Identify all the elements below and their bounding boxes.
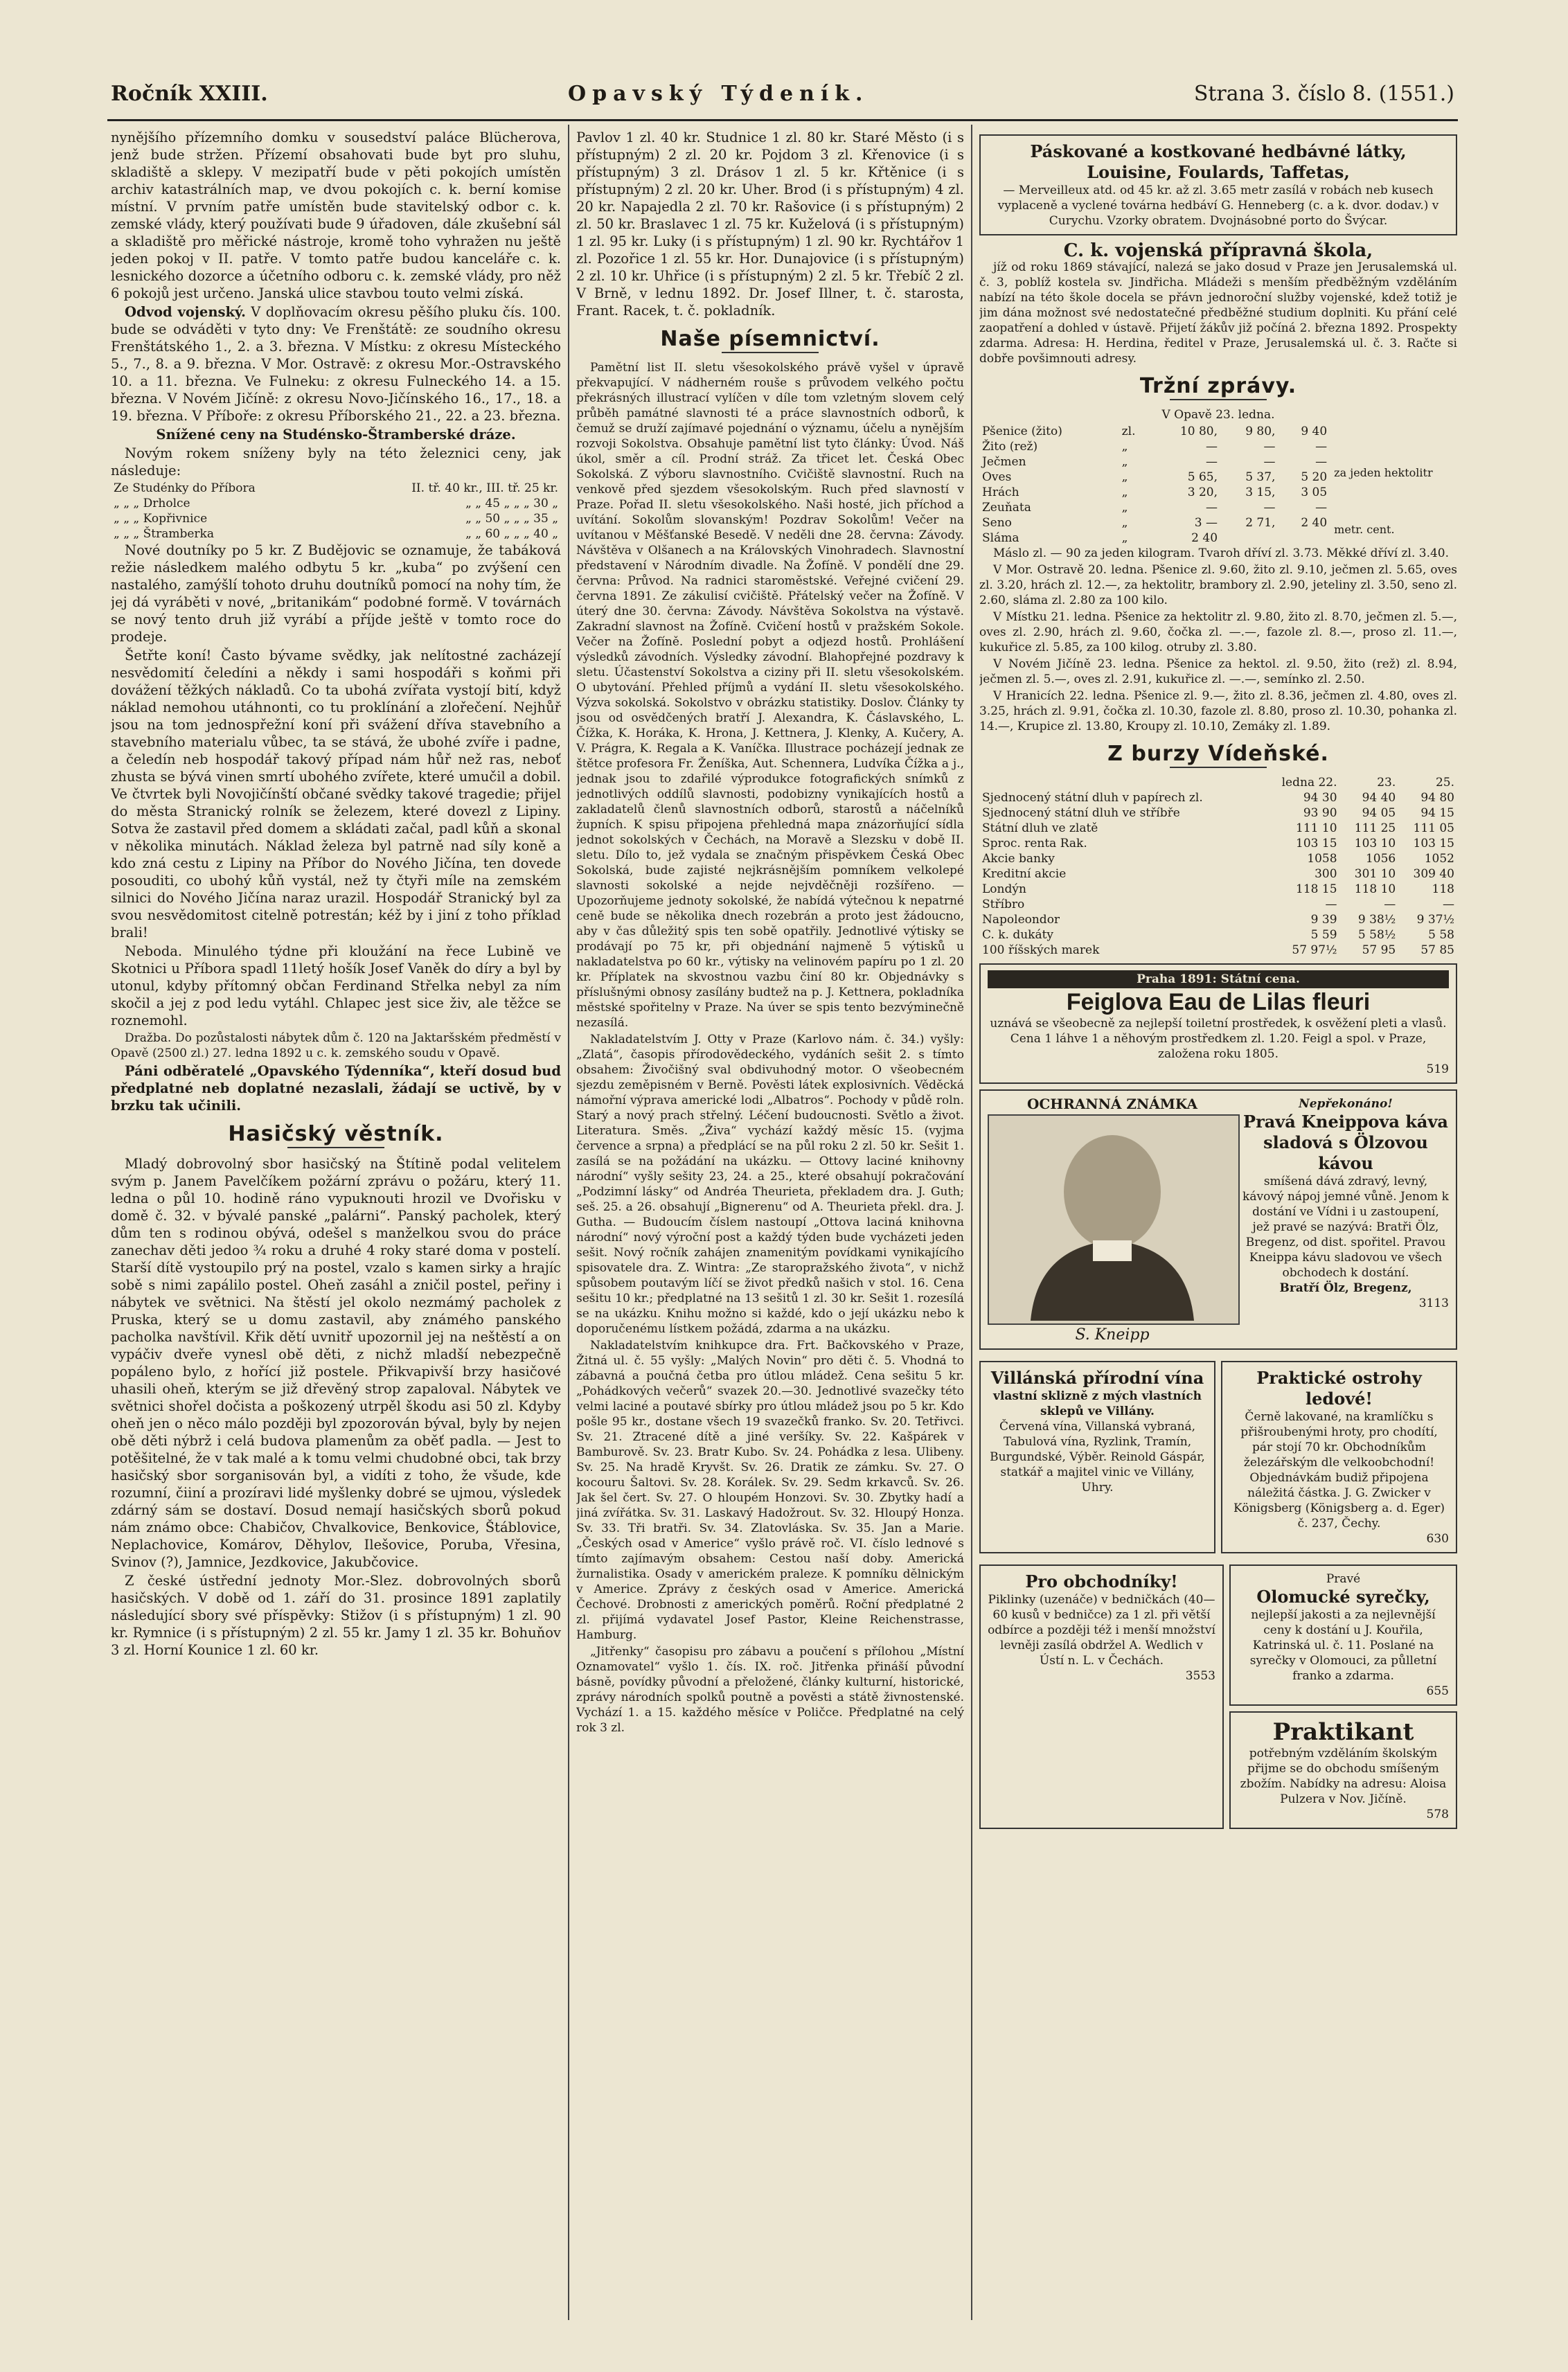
quote: 94 40 [1362, 791, 1396, 805]
price: 5 20 [1301, 470, 1328, 484]
unit: „ [1121, 485, 1128, 499]
price: — [1263, 440, 1276, 454]
table-row [979, 927, 1457, 943]
price: — [1315, 455, 1328, 469]
ad-number: 630 [1426, 1532, 1449, 1546]
market-text: V Novém Jičíně 23. ledna. Pšenice za hektol. zl. 9.50, žito (rež) zl. 8.94, ječmen zl. 5.—, oves zl. 2.91, kukuřice zl. —.—, semínko zl. 2.50. [979, 657, 1457, 686]
quote: 118 10 [1354, 882, 1396, 896]
kneipp-image-box [988, 1096, 1237, 1343]
ad-badge: OCHRANNÁ ZNÁMKA [1026, 1096, 1198, 1112]
quote: 57 95 [1362, 943, 1396, 957]
commodity: Seno [982, 516, 1012, 530]
commodity: Sláma [982, 531, 1019, 545]
quote: 118 15 [1296, 882, 1337, 896]
price: 2 40 [1301, 516, 1328, 530]
ad-banner: Praha 1891: Státní cena. [988, 970, 1449, 988]
ad-number: 655 [1426, 1684, 1449, 1698]
quote: 9 39 [1310, 913, 1337, 927]
article-text: Z české ústřední jednoty Mor.-Slez. dobrovolných sborů hasičských. V době od 1. září do 31. prosince 1891 zaplatily následující sbory své příspěvky: Stižov (i s přístupným) 1 zl. 90 kr. Rymnice (i s přístupným) 2 zl. 55 kr. Jamy 1 zl. 35 kr. Bohuňov 3 zl. Horní Kounice 1 zl. 60 kr. [111, 1573, 561, 1658]
commodity: Oves [982, 470, 1012, 484]
commodity: Pšenice (žito) [982, 425, 1062, 438]
ad-title: Pro obchodníky! [1025, 1571, 1178, 1591]
price [1220, 530, 1278, 546]
signature: S. Kneipp [1075, 1326, 1150, 1344]
article-text: Nakladatelstvím knihkupce dra. Frt. Bačkovského v Praze, Žitná ul. č. 55 vyšly: „Malých Novin“ pro děti č. 5. Vhodná to zábavná a poučná četba pro útlou mládež. Cena sešitu 5 kr. „Pohádkových večerů“ svazek 20.—30. Jednotlivé svazečky této velmi laciné a poutavé sbírky pro útlou mládež jsou po 5 kr. Kdo pošle 95 kr., dostane všech 19 svazečků franko. Sv. 20. Tetřivci. Sv. 21. Ztracené dítě a jiné veršíky. Sv. 22. Kašpárek v Bamburově. Sv. 23. Bratr Kubo. Sv. 24. Pohádka z lesa. Ulibeny. Sv. 25. Na hradě Kryvšt. Sv. 26. Dratik ze zámku. Sv. 27. O kocouru Šaltovi. Sv. 28. Korálek. Sv. 29. Sedm krkavců. Sv. 26. Jak šel čert. Sv. 27. O hloupém Honzovi. Sv. 30. Zbytky hadí a jiná zvířátka. Sv. 31. Laskavý Hadožrout. Sv. 32. Hloupý Honza. Sv. 33. Tři bratři. Sv. 34. Zlatovláska. Sv. 35. Jan a Marie. „Českých osad v Americe“ vyšlo právě roč. VI. číslo lednové s tímto zajímavým obsahem: Cestou naší doby. Americká žurnalistika. Osady v americkém praleze. K pomníku dělnickým v Americe. Zprávy z českých osad v Americe. Americká Čechové. Drobnosti z amerických poměrů. Roční předplatné 2 zl. přijímá vydavatel Josef Pastor, Kleine Reichenstrasse, Hamburg. [576, 1339, 964, 1642]
unit: „ [1121, 516, 1128, 530]
article-text: Šetřte koní! Často bývame svědky, jak nelítostné zacházejí nesvědomití čeledíni a někdy i sami hospodáři s koňmi při dovážení těžkých nákladů. Co ta ubohá zvířata vystojí bití, když náklad nemohou utáhnonti, co tu proklínání a zlořečení. Nejhůř jsou na tom jednospřežní koní při svážení dříva stavebního a stavebního materialu vůbec, ta se stává, že ubohé zvíře i padne, a čeledín neb hospodář takový případ nám hůř než ras, neboť zhusta se bývá vinen smrtí ubohého zvířete, které umučil a dobil. Ve čtvrtek byli Novojičínští občané svědky takové tragedie; přijel do města Stranický rolník se železem, které dovezl z Lipiny. Sotva že zastavil před domem a skládati začal, padl kůň a skonal v několika minutách. Náklad železa byl patrně nad síly koně a kdo zná cestu z Lipiny na Příbor do Nového Jičína, ten dovede posouditi, co ubohý kůň vystál, než ty čtyři míle na zemském silnici do Nového Jičína naraz urazil. Hospodář Stranický byl za svou nesvědomitost citelně potrestán; kéž by i jiní z toho příklad brali! [111, 648, 561, 940]
ad-text: smíšená dává zdravý, levný, kávový nápoj jemné vůně. Jenom k dostání ve Vídni i u zastoupení, jež pravé se nazývá: Bratři Ölz, Bregenz, od dist. spořitel. Pravou Kneippa kávu sladovou ve všech obchodech k dostání. [1242, 1175, 1449, 1280]
table-header-row [979, 775, 1457, 790]
price: — [1315, 501, 1328, 515]
table-row [111, 481, 561, 496]
ad-text: nejlepší jakosti a za nejlevnější ceny k dostání u J. Kouřila, Katrinská ul. č. 11. Poslané na syrečky v Olomouci, za půlletní franko a zdarma. [1249, 1608, 1437, 1683]
security: C. k. dukáty [982, 928, 1054, 942]
table-row [979, 912, 1457, 927]
ad-number: 3113 [1418, 1296, 1449, 1310]
ad-stack [1229, 1559, 1457, 1835]
header-rule [107, 119, 1458, 121]
article-text: V doplňovacím okresu pěšího pluku čís. 100. bude se odváděti v tyto dny: Ve Frenštátě: ze soudního okresu Frenštátského 1., 2. a 3. března. V Místku: z okresu Místeckého 5., 7., 8. a 9. března. V Mor. Ostravě: z okresu Mor.-Ostravského 10. a 11. března. Ve Fulneku: z okresu Fulneckého 14. a 15. března. V Novém Jičíně: z okresu Novo-Jičínského 16., 17., 18. a 19. března. V Příboře: z okresu Příborského 21., 22. a 23. března. [111, 304, 561, 424]
quote: 57 85 [1420, 943, 1454, 957]
article-text: Novým rokem sníženy byly na této železnici ceny, jak následuje: [111, 445, 561, 479]
table-row [979, 454, 1330, 470]
ad-text: potřebným vzděláním školským přijme se do obchodu smíšeným zbožím. Nabídky na adresu: Aloisa Pulzera v Nov. Jičíně. [1240, 1747, 1447, 1806]
table-row [111, 511, 561, 526]
article-text: nynějšího přízemního domku v sousedství paláce Blücherova, jenž bude stržen. Přízemí obsahovati bude byt pro sluhu, skladiště a sklepy. V mezipatří bude v pěti pokojích umístěn archiv katastrálních map, ve dvou pokojích c. k. berní komise místní. V prvním patře umístěn bude stavitelský odbor c. k. zemské vlády, který používati bude 9 úřadoven, dále zkušební sál a skladiště pro měřické nástroje, kromě toho vyhražen nu ještě jeden pokoj v II. patře. V tomto patře budou kanceláře c. k. lesnického dozorce a účetního odboru c. k. zemské vlády, pro něž 6 pokojů jest určeno. Janská ulice stavbou touto velmi získá. [111, 130, 561, 301]
quote: 103 15 [1413, 837, 1454, 850]
market-units [1330, 424, 1457, 546]
article-heading: Odvod vojenský. [125, 304, 246, 320]
column-2 [576, 129, 964, 2324]
quote: 9 38½ [1357, 913, 1396, 927]
price: 3 20, [1187, 485, 1218, 499]
price [1278, 530, 1330, 546]
ad-shop [979, 1564, 1224, 1829]
quote: 5 58½ [1357, 928, 1396, 942]
price: — [1206, 455, 1218, 469]
market-date: V Opavě 23. ledna. [1161, 408, 1275, 422]
table-row [979, 500, 1330, 515]
ad-title: Páskované a kostkované hedbávné látky, Louisine, Foulards, Taffetas, [1030, 141, 1407, 182]
ad-title: Praktikant [1272, 1718, 1414, 1746]
ad-subtitle: vlastní sklizně z mých vlastních sklepů ve Villány. [993, 1389, 1202, 1418]
table-row [979, 882, 1457, 897]
table-row [979, 866, 1457, 882]
article-text: Pavlov 1 zl. 40 kr. Studnice 1 zl. 80 kr. Staré Město (i s přístupným) 2 zl. 20 kr. Pojdom 3 zl. Křenovice (i s přístupným) 3 zl. Drásov 1 zl. 5 kr. Křtěnice (i s přístupným) 2 zl. 20 kr. Uher. Brod (i s přístupným) 4 zl. 20 kr. Napajedla 2 zl. 70 kr. Rašovice (i s přístupným) 2 zl. 50 kr. Braslavec 1 zl. 75 kr. Kuželová (i s přístupným) 1 zl. 95 kr. Luky (i s přístupným) 1 zl. 90 kr. Rychtářov 1 zl. Pozořice 1 zl. 55 kr. Hor. Dunajovice (i s přístupným) 2 zl. 10 kr. Uhřice (i s přístupným) 2 zl. 5 kr. Třebíč 2 zl. V Brně, v lednu 1892. Dr. Josef Illner, t. č. starosta, Frant. Racek, t. č. pokladník. [576, 130, 964, 319]
ad-text: Černě lakované, na kramlíčku s přišroubenými hroty, pro chodítí, pár stojí 70 kr. Obchodníkům železářským dle velkoobchodní! Objednávkám budiž připojena náležitá částka. J. G. Zwicker v Königsberg (Königsberg a. d. Eger) č. 237, Čechy. [1233, 1410, 1445, 1531]
fare-price: „ „ 45 „ „ „ 30 „ [465, 497, 558, 510]
quote: 94 15 [1420, 806, 1454, 820]
table-row [979, 424, 1330, 439]
price: 2 40 [1191, 531, 1218, 545]
price: 5 37, [1245, 470, 1276, 484]
commodity: Ječmen [982, 455, 1026, 469]
fare-route: „ „ „ Drholce [114, 497, 190, 510]
quote: 118 [1432, 882, 1454, 896]
price: 5 65, [1187, 470, 1218, 484]
ad-text: Červená vína, Villanská vybraná, Tabulová vína, Ryzlink, Tramín, Burgundské, Výběr. Reinold Gáspár, statkář a majitel vinic ve Villány, Uhry. [990, 1420, 1205, 1495]
article-text: jíž od roku 1869 stávající, nalezá se jako dosud v Praze jen Jerusalemská ul. č. 3, poblíž kostela sv. Jindřicha. Mládeži s menším předběžným vzděláním nabízí na této škole docela se přávn jednoroční služby vojenské, kdež totiž je jim dána možnost své nedostatečné předběžné studium doplniti. Ku přání celé zaopatření a dohled v ústavě. Přijetí žákův již počíná 2. března 1892. Prospekty zdarma. Adresa: H. Herdina, ředitel v Praze, Jerusalemská ul. č. 3. Račte si dobře povšimnouti adresy. [979, 260, 1457, 366]
article-text: Nové doutníky po 5 kr. Z Budějovic se oznamuje, že tabáková režie následkem malého odbytu 5 kr. „kuba“ po zvýšení cen nastalého, zamýšlí tohoto druhu doutníků pomocí na nohy tím, že jej dá vyráběti v nové, „britanikám“ podobné formě. V továrnách se nový tento druh již vyrábí a příjde ještě v tomto roce do prodeje. [111, 542, 561, 645]
fare-route: „ „ „ Kopřivnice [114, 512, 208, 526]
market-table-wrap [979, 424, 1457, 546]
ad-tag: Nepřekonáno! [1299, 1097, 1393, 1111]
security: Stříbro [982, 898, 1025, 911]
security: Státní dluh ve zlatě [982, 821, 1098, 835]
price: 9 40 [1301, 425, 1328, 438]
page-header [111, 82, 1454, 123]
market-text: V Hranicích 22. ledna. Pšenice zl. 9.—, žito zl. 8.36, ječmen zl. 4.80, oves zl. 3.25, hrách zl. 9.91, čočka zl. 10.30, fazole zl. 8.80, proso zl. 10.30, pohanka zl. 14.—, Krupice zl. 13.80, Kroupy zl. 10.10, Zemáky zl. 1.89. [979, 689, 1457, 733]
article-text: Nakladatelstvím J. Otty v Praze (Karlovo nám. č. 34.) vyšly: „Zlatá“, časopis přírodovědeckého, vydáních sešit 2. s tímto obsahem: Živočišný sval obdivuhodný motor. O všeobecném sjezdu zeměpisném v Berně. Pověsti látek explosivních. Věděcká námořní výprava americké lodi „Albatros“. Pochody v půdě roln. Starý a nový prach střelný. Léčení budoucnosti. Světlo a život. Literatura. Směs. „Živa“ vychází každý měsíc 15. (vyjma července a srpna) a předplácí se na půl roku 2 zl. 50 kr. Sešit 1. zasílá se na požádání na ukázku. — Ottovy laciné knihovny národní“ vyšly sešity 23, 24. a 25., které obsahují pokračování „Podzimní lásky“ od Andréa Theurieta, překladem dra. J. Guth; seš. 25. a 26. obsahují „Bignerenu“ od A. Theurieta překl. dra. J. Gutha. — Budoucím číslem nastoupí „Ottova laciná knihovna národní“ nový výroční post a každý týden bude vycházeti jeden sešit. Nový ročník zahájen znamenitým povídkami vynikajícího spisovatele dra. Z. Wintra: „Ze staropražského života“, v nichž spůsobem poutavým líčí se život předků našich v stol. 16. Cena sešitu 10 kr.; předplatné na 13 sešitů 1 zl. 30 kr. Sešit 1. rozesílá se na ukázku. Knihu možno si každé, kdo o její ukázku nebo k doporučenému lístkem požádá, zdarma a na ukázku. [576, 1033, 964, 1336]
security: Sjednocený státní dluh v papírech zl. [982, 791, 1203, 805]
ad-title: Villánská přírodní vína [990, 1368, 1204, 1388]
table-row [979, 897, 1457, 912]
unit: „ [1121, 470, 1128, 484]
commodity: Žito (rež) [982, 440, 1038, 454]
quote: 1056 [1365, 852, 1396, 866]
ad-text: uznává se všeobecně za nejlepší toiletní prostředek, k osvěžení pleti a vlasů. Cena 1 láhve 1 a něhovým prostředkem zl. 1.20. Feigl a spol. v Praze, založena roku 1805. [990, 1017, 1447, 1061]
unit: zl. [1121, 425, 1136, 438]
ad-title: Feiglova Eau de Lilas fleuri [1066, 989, 1371, 1015]
unit-note: metr. cent. [1334, 523, 1395, 536]
portrait-icon [989, 1116, 1236, 1321]
price: — [1206, 440, 1218, 454]
quote: 309 40 [1413, 867, 1454, 881]
table-row [979, 851, 1457, 866]
ad-praktikant [1229, 1711, 1457, 1829]
price: 3 15, [1245, 485, 1276, 499]
ad-number: 578 [1426, 1808, 1449, 1821]
table-row [979, 515, 1330, 530]
ad-text: Piklinky (uzenáče) v bedničkách (40—60 kusů v bedničce) za 1 zl. při větší odbírce a později též i menší množství levněji zasílá obdržel A. Wedlich v Ústí n. L. v Čechách. [988, 1593, 1215, 1668]
ad-number: 519 [1426, 1062, 1449, 1076]
section-title: Hasičský věstník. [111, 1125, 561, 1148]
section-title: Naše písemnictví. [576, 330, 964, 353]
table-row [979, 790, 1457, 805]
fare-price: „ „ 50 „ „ „ 35 „ [465, 512, 558, 526]
commodity: Zeuňata [982, 501, 1031, 515]
ad-title: Pravá Kneippova káva sladová s Ölzovou kávou [1243, 1112, 1448, 1173]
column-header [979, 775, 1263, 790]
article-text: Dražba. Do pozůstalosti nábytek dům č. 120 na Jaktaršském předměstí v Opavě (2500 zl.) 27. ledna 1892 u c. k. zemského soudu v Opavě. [111, 1031, 561, 1060]
ad-title: Olomucké syrečky, [1256, 1587, 1430, 1607]
ad-ice [1221, 1361, 1457, 1553]
column-header: 25. [1435, 776, 1454, 790]
quote: 111 25 [1354, 821, 1396, 835]
section-title: Z burzy Vídeňské. [979, 745, 1457, 768]
newspaper-title: Opavský Týdeník. [568, 82, 869, 106]
table-row [979, 821, 1457, 836]
column-header: ledna 22. [1281, 776, 1337, 790]
exchange-table [979, 775, 1457, 958]
quote: — [1384, 898, 1396, 911]
table-row [979, 470, 1330, 485]
market-text: Máslo zl. — 90 za jeden kilogram. Tvaroh dříví zl. 3.73. Měkké dříví zl. 3.40. [993, 546, 1450, 560]
kneipp-text-box [1242, 1096, 1449, 1343]
quote: 1052 [1424, 852, 1454, 866]
table-row [979, 943, 1457, 958]
fare-price: II. tř. 40 kr., III. tř. 25 kr. [411, 481, 558, 495]
table-row [979, 439, 1330, 454]
quote: 94 05 [1362, 806, 1396, 820]
fare-price: „ „ 60 „ „ „ 40 „ [465, 527, 558, 541]
table-row [979, 530, 1330, 546]
unit: „ [1121, 531, 1128, 545]
table-row [111, 496, 561, 511]
article-text: „Jitřenky“ časopisu pro zábavu a poučení s přílohou „Místní Oznamovatel“ vyšlo 1. čís. IX. roč. Jitřenka přináší původní básně, povídky původní a přeložené, články kulturní, historické, zprávy národních spolků poutně a pověsti a státě živnostenské. Vychází 1. a 15. každého měsíce v Poličce. Předplatné na celý rok 3 zl. [576, 1645, 964, 1735]
price: 9 80, [1245, 425, 1276, 438]
quote: 93 90 [1303, 806, 1337, 820]
fare-route: Ze Studénky do Příbora [114, 481, 256, 495]
volume-label: Ročník XXIII. [111, 82, 268, 106]
fare-route: „ „ „ Štramberka [114, 527, 214, 541]
ad-firm: Bratří Ölz, Bregenz, [1279, 1281, 1412, 1295]
article-heading: C. k. vojenská přípravná škola, [1063, 240, 1373, 261]
column-1 [111, 129, 561, 2324]
table-row [979, 805, 1457, 821]
security: 100 říšských marek [982, 943, 1100, 957]
unit: „ [1121, 455, 1128, 469]
price: 3 05 [1301, 485, 1328, 499]
security: Kreditní akcie [982, 867, 1067, 881]
market-table [979, 424, 1330, 546]
security: Akcie banky [982, 852, 1055, 866]
unit: „ [1121, 440, 1128, 454]
security: Londýn [982, 882, 1026, 896]
ad-kneipp [979, 1089, 1457, 1350]
price: — [1315, 440, 1328, 454]
security: Sproc. renta Rak. [982, 837, 1087, 850]
quote: 94 30 [1303, 791, 1337, 805]
column-divider [971, 125, 972, 2320]
table-row [979, 485, 1330, 500]
column-divider [568, 125, 569, 2320]
table-row [979, 836, 1457, 851]
quote: 300 [1315, 867, 1337, 881]
ad-row [979, 1559, 1457, 1835]
column-header: 23. [1377, 776, 1396, 790]
ad-tag: Pravé [1326, 1572, 1361, 1586]
unit: „ [1121, 501, 1128, 515]
quote: 94 80 [1420, 791, 1454, 805]
ad-row [979, 1355, 1457, 1559]
ad-feigl [979, 963, 1457, 1084]
subscriber-notice: Páni odběratelé „Opavského Týdenníka“, kteří dosud bud předplatné neb doplatné nezaslali, žádají se uctivě, by v brzku tak učinili. [111, 1063, 561, 1114]
price: 3 — [1194, 516, 1218, 530]
quote: 57 97½ [1292, 943, 1337, 957]
ad-text: — Merveilleux atd. od 45 kr. až zl. 3.65 metr zasílá v robách neb kusech vyplaceně a vyclené továrna hedbáví G. Henneberg (c. a k. dvor. dodav.) v Curychu. Vzorky obratem. Dvojnásobné porto do Švýcar. [997, 184, 1439, 228]
quote: 9 37½ [1416, 913, 1454, 927]
ad-silk [979, 134, 1457, 235]
price: 2 71, [1245, 516, 1276, 530]
table-row [111, 526, 561, 542]
price: — [1263, 455, 1276, 469]
quote: 5 59 [1310, 928, 1337, 942]
quote: 103 10 [1354, 837, 1396, 850]
article-text: Pamětní list II. sletu všesokolského právě vyšel v úpravě překvapující. V nádherném rouše s průvodem velkého počtu překrásných illustrací vylíčen v díle tom vzletným slovem celý průběh památné slavnosti té a práce slavnostních odborů, k čemuž se druží zajímavé pojednání o významu, účelu a nynějším rozvoji Sokolstva. Obsahuje pamětní list tyto články: Úvod. Náš úkol, směr a cíl. Prodní stráž. Za třicet let. Česká Obec Sokolská. Z výboru slavnostního. Cvičiště slavnostní. Ruch na venkově před sjezdem všesokolským. Ruch před slavností v Praze. Pořad II. sletu všesokolského. Naši hosté, jich příchod a uvítání. Sokolům slovanským! Pozdrav Sokolům! Večer na uvítanou v Měšťanské Besedě. V neděli dne 28. června: Závody. Návštěva v Olšanech a na Královských Vinohradech. Slavnostní představení v Národním divadle. Na Žofíně. V pondělí dne 29. června: Průvod. Na radnici staroměstské. Veřejné cvičení 29. června 1891. Ze zákulisí cvičiště. Přátelský večer na Žofíně. V úterý dne 30. června: Závody. Návštěva Sokolstva na výstavě. Zakradní slavnost na Žofíně. Cvičení hostů v pražském Sokole. Večer na Žofíně. Poslední pobyt a odjezd hostů. Prohlášení výsledků závodních. Výsledky závodní. Blahopřejné pozdravy k sletu. Účastenství Sokolstva a ciziny při II. sletu všesokolském. O ubytování. Přehled příjmů a vydání II. sletu všesokolského. Výzva sokolská. Sokolstvo v obrázku statistiky. Doslov. Články ty jsou od osvědčených bratří J. Alexandra, K. Čáslavského, L. Čížka, K. Horáka, K. Hrona, J. Kettnera, J. Klenky, A. Kučery, A. V. Prágra, K. Regala a K. Vaníčka. Illustrace pocházejí jednak ze štětce profesora Fr. Ženíška, Aut. Schennera, Ludvíka Čížka a j., jednak jsou to zdařilé výprodukce fotografických snímků z jednotlivých oddílů slavnosti, podobizny vynikajících hostů a zakladatelů členů slavnostních odborů, starostů a náčelníků župních. K spisu připojena přehledná mapa znázorňující sídla jednot sokolských v Čechách, na Moravě a Slezsku v době II. sletu. Dílo to, jež vydala se značným přispěvkem Česká Obec Sokolská, bude zajisté nejkrásnějším pomníkem velkolepé slavnosti sokolské a nejde nejvděčněji rozšířeno. — Upozorňujeme jednoty sokolské, že nabídá výtečnou k nepatrné ceně bude se několika dnech rozebrán a proto jest žádoucno, aby v čas důležitý spis ten sobě opatřily. Jednotlivé výtisky se prodávají po 75 kr, při objednání najmeně 5 výtisků u nakladatelstva po 60 kr., výtisky na velinovém papíru po 1 zl. 20 kr. Příplatek na skvostnou vazbu činí 80 kr. Objednávky s příslušnými obnosy zasílány budtež na p. J. Kettnera, pokladníka městské spořitelny v Praze. Na úver se spis tento bezvýminečně nezasílá. [576, 361, 964, 1030]
section-title: Tržní zprávy. [979, 377, 1457, 400]
ad-wine [979, 1361, 1215, 1553]
quote: — [1325, 898, 1337, 911]
market-text: V Mor. Ostravě 20. ledna. Pšenice zl. 9.60, žito zl. 9.10, ječmen zl. 5.65, oves zl. 3.20, hrách zl. 12.—, za hektolitr, brambory zl. 2.90, jeteliny zl. 3.50, seno zl. 2.60, sláma zl. 2.80 za 100 kilo. [979, 563, 1457, 607]
ad-title: Praktické ostrohy ledové! [1256, 1368, 1422, 1409]
quote: 1058 [1307, 852, 1337, 866]
price: — [1263, 501, 1276, 515]
quote: 5 58 [1428, 928, 1454, 942]
security: Napoleondor [982, 913, 1060, 927]
price: — [1206, 501, 1218, 515]
column-3 [979, 129, 1457, 2324]
price: 10 80, [1179, 425, 1218, 438]
quote: — [1443, 898, 1454, 911]
article-text: Neboda. Minulého týdne při kloužání na řece Lubině ve Skotnici u Příbora spadl 11letý hošík Josef Vaněk do díry a byl by utonul, kdyby přítomný občan Ferdinand Střelka nebyl za ním skočil a jej z pod ledu vytáhl. Chlapec jest sice živ, ale těžce se roznemohl. [111, 943, 561, 1028]
ad-syrecky [1229, 1564, 1457, 1706]
unit-note: za jeden hektolitr [1334, 466, 1433, 479]
market-text: V Místku 21. ledna. Pšenice za hektolitr zl. 9.80, žito zl. 8.70, ječmen zl. 5.—, oves zl. 2.90, hrách zl. 9.60, čočka zl. —.—, fazole zl. 8.—, proso zl. 11.—, kukuřice zl. 5.85, za 100 kilog. otruby zl. 3.80. [979, 610, 1457, 654]
commodity: Hrách [982, 485, 1019, 499]
security: Sjednocený státní dluh ve stříbře [982, 806, 1180, 820]
quote: 103 15 [1296, 837, 1337, 850]
quote: 111 05 [1413, 821, 1454, 835]
article-heading: Snížené ceny na Studénsko-Štramberské dráze. [156, 427, 516, 443]
page-number: Strana 3. číslo 8. (1551.) [1193, 82, 1454, 106]
article-text: Mladý dobrovolný sbor hasičský na Štítině podal velitelem svým p. Janem Pavelčíkem požární zprávu o požáru, který 11. ledna o půl 10. hodině ráno vypuknouti hrozil ve Dvořisku v domě č. 32. v bývalé panské „palárni“. Panský pacholek, který dům ten s rodinou obývá, odešel s manželkou svou do práce zanechav děti jedoo ¾ roku a druhé 4 roky staré doma v postelí. Starší dítě vystoupilo prý na postel, vzalo s kamen sirky a hrajíc sobě s nimi zapálilo postel. Oheň zasáhl a zničil postel, peřiny i nábytek ve světnici. Na štěstí jel okolo nezmámý pacholek z Pruska, který se u domu zastavil, aby známého panského pacholka navštívil. Křik dětí uvnitř upozornil jej na neštěstí a on vypáčiv dveře vynesl obě děti, z nichž mladší nebezpečně popáleno bylo, z hořící již postele. Přikvapivší brzy hasičové uhasili oheň, kterým se již dřevěný strop zapaloval. Nábytek ve světnici shořel dočista a poškozený utrpěl škodu asi 50 zl. Kdyby oheň jen o něco málo později byl zpozorován býval, byly by nejen obě děti nýbrž i celá budova plamenům za oběť padla. — Jest to potěšitelné, že v tak malé a k tomu velmi chudobné obci, tak brzy hasičský sbor sorganisován byl, a vidíti z toho, že všude, kde rozumní, čiiní a prozíravi lidé myšlenky dobré se ujmou, výsledek zdárný sám se dostaví. Dosud nemají hasičských sborů pokud nám známo obce: Chabičov, Chvalkovice, Benkovice, Štáblovice, Neplachovice, Komárov, Děhylov, Ilešovice, Poruba, Vřesina, Svinov (?), Jamnice, Jezdkovice, Jakubčovice. [111, 1156, 561, 1570]
portrait-image [988, 1114, 1240, 1325]
quote: 111 10 [1296, 821, 1337, 835]
fare-table [111, 481, 561, 542]
ad-number: 3553 [1185, 1669, 1215, 1683]
quote: 301 10 [1354, 867, 1396, 881]
